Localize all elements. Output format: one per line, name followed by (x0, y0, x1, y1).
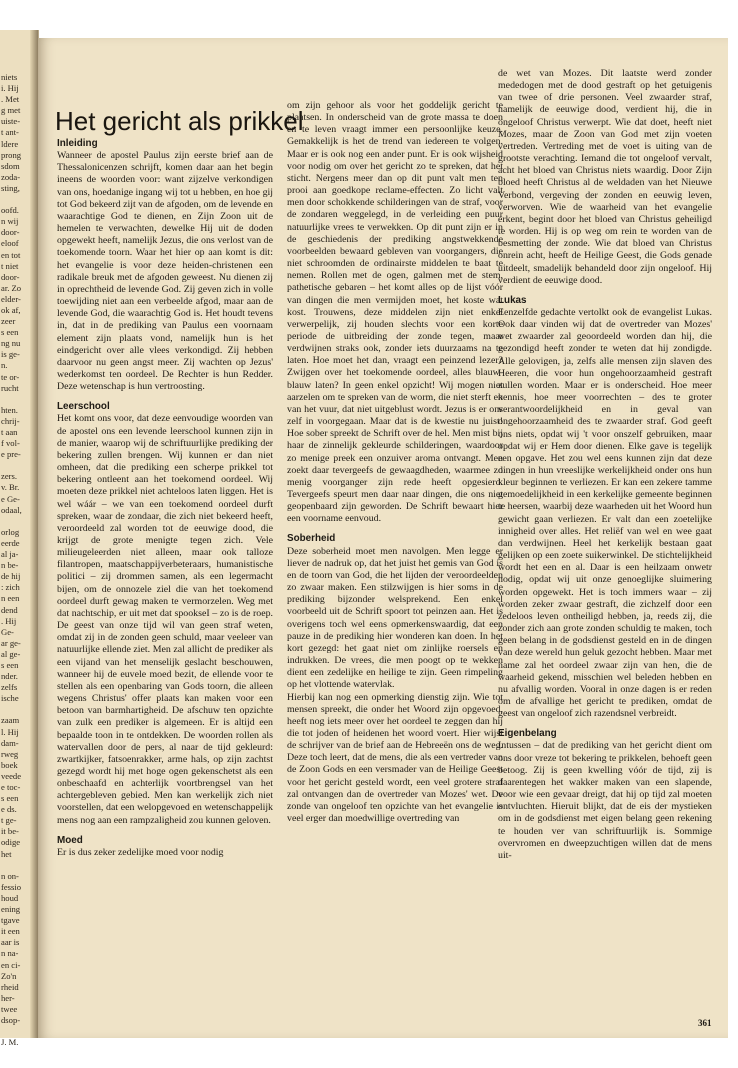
edge-text-line: door- (1, 271, 20, 282)
edge-text-line: s een (1, 659, 19, 670)
edge-text-line: al ge- (1, 648, 21, 659)
edge-text-line: . Met (1, 94, 20, 105)
section-heading: Lukas (498, 294, 527, 306)
paragraph: Eenzelfde gedachte vertolkt ook de evangelist Lukas. Ook daar vinden wij dat de overtreder van Mozes' wet zwaarder zal geoordeeld worden dan hij, die gezondigd heeft zonder te weten dat hij zondigde. Alle gelovigen, ja, zelfs alle mensen zijn slaven des Heeren, die voor hun ongehoorzaamheid gestraft zullen worden. Maar er is onderscheid. Hoe meer kennis, hoe meer voorrechten – des te groter verantwoordelijkheid en in geval van ongehoorzaamheid des te zwaarder straf. God geeft ons niets, opdat wij 't voor onszelf gebruiken, maar opdat wij er Hem door dienen. Elke gave is tegelijk een opgave. Het zou wel eens kunnen zijn dat deze dingen in hun vreeslijke werkelijkheid onder ons hun kleur beginnen te verliezen. Er kan een zekere tamme gemoedelijkheid in een kerkelijke gemeente beginnen te heersen, waarbij deze waarheden uit het Woord hun gewicht gaan verliezen. Er valt dan een zoetelijke innigheid over alles. Het reliëf van wel en wee gaat dan verdwijnen. Heel het kerkelijk bestaan gaat gelijken op een zoete suikerwinkel. De stichtelijkheid wordt het een en al. Daar is een heilzaam onwetr nodig, opdat wij uit onze genoeglijke sluimering worden opgewekt. Het is toch immers waar – zij worden zeker zwaar gestraft, die zichzelf door een zedeloos leven ontheiligd hebben, ja, reeds zij, die zonder zich aan grote zonden schuldig te maken, toch geen belang in de godsdienst gesteld en in de dingen van deze wereld hun geluk gezocht hebben. Maar met name zal het oordeel zwaar zijn van hen, die de waarheid gekend, misschien wel beleden hebben en nu afvallig worden. Vooral in onze dagen is er reden om de afvallige het gericht te prediken, omdat de geest van ongeloof zich razendsnel verbreidt. (498, 306, 712, 720)
edge-text-line (1, 394, 31, 405)
edge-text-line: i. Hij (1, 83, 19, 94)
edge-text-line (1, 860, 31, 871)
edge-text-line: de hij (1, 571, 21, 582)
edge-text-line: v. Br. (1, 482, 20, 493)
edge-text-line: n. (1, 360, 8, 371)
edge-text-line: zers. (1, 471, 17, 482)
edge-text-line (1, 1026, 31, 1037)
text-column-3 (498, 68, 712, 862)
edge-text-line: het (1, 848, 12, 859)
edge-text-line: orlog (1, 526, 20, 537)
edge-text-line: rucht (1, 382, 19, 393)
edge-text-line: n be- (1, 560, 19, 571)
edge-text-line: zoda- (1, 171, 21, 182)
edge-text-line: odaal, (1, 504, 22, 515)
edge-text-line: chrij- (1, 415, 20, 426)
edge-text-line: prong (1, 149, 22, 160)
edge-text-line (1, 460, 31, 471)
edge-text-line: it een (1, 926, 20, 937)
edge-text-line: door- (1, 227, 20, 238)
edge-text-line: ok af, (1, 304, 21, 315)
edge-text-line: e toc- (1, 782, 21, 792)
edge-text-line: n een (1, 593, 20, 604)
paragraph: Deze soberheid moet men navolgen. Men legge er liever de nadruk op, dat het juist het gemis van God is en de toorn van God, die het lijden der veroordeelden zo zwaar maken. Een stilzwijgen is hier soms in de prediking bijzonder welsprekend. Een enkel voorbeeld uit de Schrift spoort tot peinzen aan. Het is overigens toch wel eens opmerkenswaardig, dat een pauze in de prediking hier wonderen kan doen. In het kort gezegd: het gaat niet om zinlijke roersels en indrukken. De vrees, die men poogt op te wekken dient een zedelijke en heilige te zijn. Geen rimpeling op het vlottende watervlak. (287, 545, 503, 691)
edge-text-line: f vol- (1, 438, 20, 449)
edge-text-line (1, 704, 31, 715)
edge-text-line: niets (1, 72, 18, 82)
edge-text-line: l. Hij (1, 726, 19, 737)
edge-text-line: twee (1, 1003, 18, 1014)
page-number: 361 (698, 1018, 712, 1028)
edge-text-line: houd (1, 892, 19, 903)
edge-text-line: . Hij (1, 615, 17, 626)
paragraph: Intussen – dat de prediking van het gericht dient om ons door vreze tot bekering te prikkelen, behoeft geen betoog. Zij is geen kwelling vóór de tijd, zij is daarentegen het wakker maken van een slapende, voor wie een gevaar dreigt, dat hij op tijd zal moeten ontvluchten. Hieruit blijkt, dat de eis der mystieken om in de godsdienst met eigen belang geen rekening te houden ver van schriftuurlijk is. Sommige overvromen en dweepzuchtigen willen dat de mens uit- (498, 740, 712, 861)
edge-text-line: : zich (1, 582, 20, 593)
edge-text-line: t ant- (1, 127, 19, 138)
edge-text-line: te or- (1, 371, 20, 382)
edge-text-line: veede (1, 770, 22, 781)
edge-text-line: ar. Zo (1, 282, 22, 293)
edge-text-line: rweg (1, 748, 19, 759)
edge-text-line: it be- (1, 826, 19, 837)
edge-text-line: zeer (1, 316, 16, 327)
edge-text-line: ar ge- (1, 637, 21, 648)
section-heading: Eigenbelang (498, 728, 557, 740)
edge-text-line: fessio (1, 881, 22, 892)
edge-text-line (1, 194, 31, 205)
text-column-1 (57, 138, 273, 859)
paragraph: de wet van Mozes. Dit laatste werd zonder mededogen met de dood gestraft op het getuigenis van twee of drie personen. Veel zwaarder straf, namelijk de eeuwige dood, verdient hij, die in ongeloof Christus verwerpt. Wie dat doet, heeft niet Mozes, maar de Zoon van God met zijn voeten vertreden. Vertreding met de voet is uiting van de grootste verachting. Iemand die tot ongeloof vervalt, acht het bloed van Christus niets waardig. Door Zijn bloed heeft Christus al de weldaden van het Nieuwe Verbond, vergeving der zonden en eeuwig leven, verworven. Wie de waarheid van het evangelie erkent, begint door het bloed van Christus geheiligd te worden. Hij is op weg om rein te worden van de besmetting der zonde. Wie dat bloed van Christus onrein acht, heeft de Heilige Geest, die Gods genade uitdeelt, smadelijk behandeld door zijn ongeloof. Hij verdient de eeuwige dood. (498, 68, 712, 286)
edge-text-line: tgave (1, 915, 20, 926)
edge-text-line: zelfs (1, 682, 18, 693)
edge-text-line: t ge- (1, 815, 17, 826)
edge-text-line: e pre- (1, 449, 21, 460)
edge-text-line: J. M. (1, 1037, 19, 1048)
edge-text-line: eerde (1, 537, 20, 548)
edge-text-line: sting, (1, 182, 20, 193)
edge-text-line: ng nu (1, 338, 21, 349)
edge-text-line: rheid (1, 981, 19, 992)
edge-text-line: t niet (1, 260, 19, 271)
edge-text-line: sdom (1, 160, 20, 171)
book-gutter (30, 30, 38, 1038)
edge-text-line: Zo'n (1, 970, 17, 981)
edge-text-line: ldere (1, 138, 19, 149)
edge-text-line: hten. (1, 404, 18, 415)
previous-page-edge (0, 30, 39, 1048)
edge-text-line: oofd. (1, 205, 19, 216)
edge-text-line: zaam (1, 715, 20, 726)
article-title: Het gericht als prikkel (55, 106, 304, 136)
edge-text-line: her- (1, 992, 15, 1003)
edge-text-line: uiste- (1, 116, 21, 127)
previous-page-text-fragments (1, 72, 31, 1048)
paragraph: Hierbij kan nog een opmerking dienstig zijn. Wie tot mensen spreekt, die onder het Woord zijn opgevoed, heeft nog iets meer over het oordeel te zeggen dan hij die tot joden of heidenen het woord voert. Hier wijst de schrijver van de brief aan de Hebreeën ons de weg. Deze toch leert, dat de mens, die als een vertreder van de Zoon Gods en een versmader van de Heilige Geest voor het gericht gesteld wordt, een veel grotere straf zal ontvangen dan de overtreder van Mozes' wet. De zonde van ongeloof ten opzichte van het evangelie is veel erger dan moedwillige overtreding van (287, 691, 503, 825)
edge-text-line (1, 516, 31, 527)
edge-text-line: g met (1, 105, 21, 116)
edge-text-line: al ja- (1, 549, 19, 560)
edge-text-line: t aan (1, 427, 18, 437)
edge-text-line: Ge- (1, 626, 14, 637)
magazine-page (38, 38, 728, 1038)
edge-text-line: eloof (1, 238, 19, 249)
edge-text-line: ening (1, 904, 21, 915)
edge-text-line: n on- (1, 870, 19, 881)
paragraph: Er is dus zeker zedelijke moed voor nodig (57, 846, 224, 858)
edge-text-line: en tot (1, 249, 21, 260)
edge-text-line: s een (1, 327, 19, 338)
edge-text-line: ische (1, 693, 19, 704)
edge-text-line: en ci- (1, 959, 21, 970)
section-heading: Moed (57, 834, 83, 846)
edge-text-line: dam- (1, 737, 19, 748)
edge-text-line: e Ge- (1, 493, 20, 504)
edge-text-line: dsop- (1, 1014, 21, 1025)
edge-text-line: is ge- (1, 349, 20, 360)
paragraph: om zijn gehoor als voor het goddelijk gericht te plaatsen. In onderscheid van de grote massa te doen en te leven vraagt immer een persoonlijke keuze. Gemakkelijk is het de trend van iedereen te volgen. Maar er is ook nog een ander punt. Er is ook wijsheid voor nodig om over het gericht zo te spreken, dat het sticht. Nergens meer dan op dit punt valt men ten prooi aan goedkope reclame-effecten. Zo licht valt men door schokkende schilderingen van de straf, voor de zondaren weggelegd, in de verleiding een puur natuurlijke vrees te verwekken. Op dit punt zijn er in de geschiedenis der prediking angstwekkende voorbeelden bewaard gebleven van voorgangers, die niet schroomden de ordinairste middelen te baat te nemen. Rollen met de ogen, galmen met de stem, pathetische gebaren – het komt alles op de lijst vóór van dingen die men vermijden moet, het koste wat kost. Trouwens, deze middelen zijn niet enkel verwerpelijk, zij houden slechts voor een korte periode de uitbreiding der zonde tegen, maar verdwijnen straks ook, zonder iets duurzaams na te laten. Hoe moet het dan, vraagt een peinzend lezer? Zwijgen over het toekomende oordeel, alles blauw-blauw laten? In geen enkel opzicht! Wij mogen niet aarzelen om te spreken van de worm, die niet sterft en van het vuur, dat niet uitgeblust wordt. Jezus is er ons zelf in voorgegaan. Maar dat is de kwestie nu juist! Hoe sober spreekt de Schrift over de hel. Men mist bij haar de zinnelijk gekleurde schilderingen, waardoor zo menige preek een onzuiver aroma ontvangt. Men zoekt daar tevergeefs de gewaagdheden, waarmee zo menig voorganger zijn rede heeft opgesierd. Tevergeefs speurt men daar naar dingen, die ons niet geopenbaard zijn geworden. De Schrift bewaart hier een voorname eenvoud. (287, 100, 503, 525)
edge-text-line: aar is (1, 937, 20, 948)
section-heading: Leerschool (57, 401, 110, 413)
edge-text-line: nder. (1, 671, 18, 682)
edge-text-line: odige (1, 837, 21, 848)
edge-text-line: s een (1, 793, 19, 804)
text-column-2 (287, 100, 503, 825)
paragraph: Het komt ons voor, dat deze eenvoudige woorden van de apostel ons een levende leerschool kunnen zijn in de manier, waarop wij de schriftuurlijke prediking der bekering zullen brengen. Wij kunnen er dan niet omheen, dat die prediking een scherpe prikkel tot bekering ontleent aan het toekomend oordeel. Wij moeten deze prikkel niet achteloos laten liggen. Het is wel wáár – we van een toekomend oordeel durft spreken, waar de zondaar, die zich niet bekeerd heeft, veroordeeld zal worden tot de eeuwige dood, die krijgt de grote menigte tegen zich. Vele milieugeleerden niet alleen, maar ook talloze filantropen, maatschappijverbeteraars, humanistische politici – zij drommen samen, als een legermacht bijen, om de onnozele ziel die van het toekomend oordeel durft gewag maken te vermorzelen. Weg met dat nachtschip, er uit met dat spookseI – zo is de roep. De geest van onze tijd wil van geen straf weten, omdat zij in de zonden geen schuld, maar veeleer van natuurlijke ellende ziet. Men zal allicht de prediker als een vijand van het menselijk geslacht beschouwen, wanneer hij de euvele moed bezit, de ellende voor te stellen als een openbaring van Gods toorn, die alleen wegens Christus' offer plaats kan maken voor een betoon van barmhartigheid. De afschuw ten opzichte van zulk een prediker is algemeen. Er is altijd een bepaalde toon in te ontdekken. De woorden rollen als watervallen door de pers, al naar de tijd gekleurd: zwartkijker, fatsoenrakker, arme hals, op zijn zachtst gezegd wordt hij met hoge ogen gekenschetst als een onbeschaafd en achterlijk voortbrengsel van het achtergebleven gebied. Men kan werkelijk zich niet voorstellen, dat een welopgevoed en wetenschappelijk mens nog aan een rampzaligheid zou kunnen geloven. (57, 413, 273, 826)
section-heading: Soberheid (287, 533, 336, 545)
edge-text-line: boek (1, 759, 18, 770)
section-heading: Inleiding (57, 138, 98, 149)
edge-text-line: n wij (1, 216, 19, 227)
edge-text-line: e ds. (1, 804, 17, 815)
edge-text-line: elder- (1, 293, 21, 304)
edge-text-line: dend (1, 604, 18, 615)
edge-text-line: n na- (1, 948, 19, 959)
paragraph: Wanneer de apostel Paulus zijn eerste brief aan de Thessalonicenzen schrijft, komen daar aan het begin ineens de woorden voor: want zijzelve verkondigen van ons, hoedanige ingang wij tot u hebben, en hoe gij tot God bekeerd zijt van de afgoden, om de levende en waarachtige God te dienen, en Zijn Zoon uit de hemelen te verwachten, dewelke Hij uit de doden opgewekt heeft, namelijk Jezus, die ons verlost van de toekomende toorn. Waar het hier op aan komt is dit: het evangelie is voor deze heiden-christenen een radikale breuk met de afgoden geweest. Nu dienen zij in oprechtheid de levende God. Zij geven zich in volle toewijding niet aan een verbeelde afgod, maar aan de levende God, die waarachtig God is. Het houdt tevens in, dat in de prediking van Paulus een voornaam element zijn plaats vond, namelijk hun is het eindgericht over alle vlees verkondigd. Zij hebben daarvoor nu geen angst meer. Zij wachten op Jezus' wederkomst ten oordeel. De Rechter is hun Redder. Deze wetenschap is hun vertroosting. (57, 150, 273, 393)
